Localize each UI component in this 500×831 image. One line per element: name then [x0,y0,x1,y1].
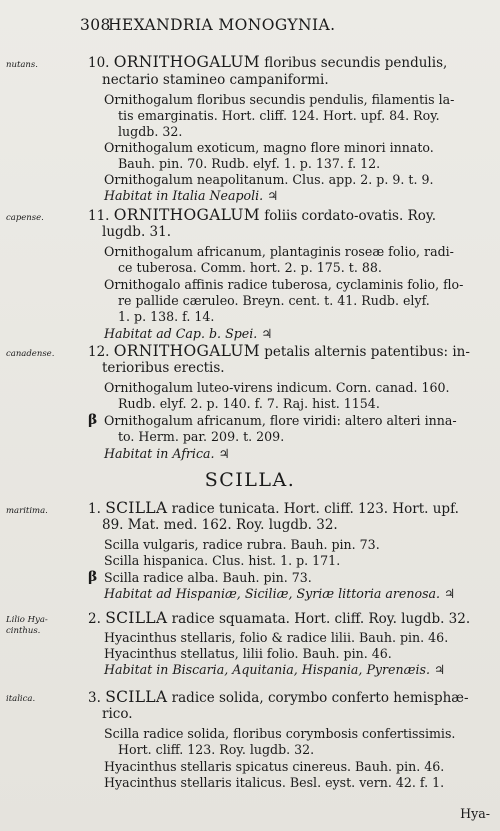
margin-epithet: Lilio Hya- cinthus. [6,615,48,636]
genus-name: SCILLA [105,688,168,706]
synonym-line: Bauh. pin. 70. Rudb. elyf. 1. p. 137. f. 12. [118,156,381,171]
synonym-line: Ornithogalo affinis radice tuberosa, cyclaminis folio, flo- [104,277,464,292]
species-diagnosis [88,609,490,628]
species-diagnosis [88,53,490,72]
synonym-line: to. Herm. par. 209. t. 209. [118,429,285,444]
species-number: 3. [88,690,101,706]
genus-name: ORNITHOGALUM [113,53,260,71]
synonym-line: Scilla radice alba. Bauh. pin. 73. [104,570,312,585]
margin-epithet: nutans. [6,60,38,70]
synonym-line: Hort. cliff. 123. Roy. lugdb. 32. [118,742,315,757]
diagnosis-continuation: lugdb. 31. [102,224,171,240]
synonym-line: re pallide cæruleo. Breyn. cent. t. 41. Rudb. elyf. [118,293,430,308]
diagnosis-continuation: rico. [102,706,133,722]
genus-name: ORNITHOGALUM [113,206,260,224]
margin-epithet: maritima. [6,506,48,516]
genus-name: SCILLA [105,609,168,627]
synonym-line: Scilla radice solida, floribus corymbosis confertissimis. [104,726,456,741]
genus-name: ORNITHOGALUM [113,342,260,360]
diagnosis-line: foliis cordato-ovatis. Roy. [264,208,436,224]
synonym-line: Hyacinthus stellaris italicus. Besl. eyst. vern. 42. f. 1. [104,775,445,790]
habitat-line: Habitat ad Hispaniæ, Siciliæ, Syriæ littoria arenosa. ♃ [104,586,456,601]
synonym-line: Rudb. elyf. 2. p. 140. f. 7. Raj. hist. 1154. [118,396,380,411]
variety-beta-mark: β [88,569,98,585]
diagnosis-continuation: nectario stamineo campaniformi. [102,72,329,88]
genus-name: SCILLA [105,499,168,517]
synonym-line: Ornithogalum exoticum, magno flore minori innato. [104,140,434,155]
variety-beta-mark: β [88,412,98,428]
synonym-line: Hyacinthus stellaris, folio & radice lilii. Bauh. pin. 46. [104,630,449,645]
synonym-line: Ornithogalum africanum, plantaginis roseæ folio, radi- [104,244,454,259]
diagnosis-line: radice tunicata. Hort. cliff. 123. Hort. upf. [171,501,459,517]
species-number: 11. [88,208,110,224]
species-number: 2. [88,611,101,627]
synonym-line: lugdb. 32. [118,124,183,139]
synonym-line: Scilla vulgaris, radice rubra. Bauh. pin. 73. [104,537,380,552]
species-number: 12. [88,344,110,360]
diagnosis-line: radice squamata. Hort. cliff. Roy. lugdb. 32. [171,611,471,627]
habitat-line: Habitat ad Cap. b. Spei. ♃ [104,326,273,341]
synonym-line: Ornithogalum neapolitanum. Clus. app. 2. p. 9. t. 9. [104,172,434,187]
synonym-line: 1. p. 138. f. 14. [118,309,215,324]
synonym-line: Ornithogalum luteo-virens indicum. Corn. canad. 160. [104,380,450,395]
synonym-line: Hyacinthus stellatus, lilii folio. Bauh. pin. 46. [104,646,392,661]
synonym-line: Scilla hispanica. Clus. hist. 1. p. 171. [104,553,341,568]
species-number: 10. [88,55,110,71]
diagnosis-line: floribus secundis pendulis, [264,55,448,71]
diagnosis-line: petalis alternis patentibus: in- [264,344,470,360]
habitat-line: Habitat in Biscaria, Aquitania, Hispania, Pyrenæis. ♃ [104,662,446,677]
margin-epithet: italica. [6,694,36,704]
species-number: 1. [88,501,101,517]
synonym-line: tis emarginatis. Hort. cliff. 124. Hort. upf. 84. Roy. [118,108,440,123]
page-header [80,16,492,38]
diagnosis-continuation: terioribus erectis. [102,360,225,376]
synonym-line: ce tuberosa. Comm. hort. 2. p. 175. t. 88. [118,260,382,275]
catchword: Hya- [460,806,490,821]
synonym-line: Ornithogalum floribus secundis pendulis, filamentis la- [104,92,455,107]
section-heading: SCILLA. [204,469,296,491]
habitat-line: Habitat in Italia Neapoli. ♃ [104,188,279,203]
synonym-line: Ornithogalum africanum, flore viridi: altero alteri inna- [104,413,457,428]
diagnosis-line: radice solida, corymbo conferto hemisphæ- [171,690,469,706]
habitat-line: Habitat in Africa. ♃ [104,446,230,461]
page-number: 308 [80,16,111,34]
synonym-line: Hyacinthus stellaris spicatus cinereus. Bauh. pin. 46. [104,759,445,774]
margin-epithet: capense. [6,213,44,223]
margin-epithet: canadense. [6,349,55,359]
diagnosis-continuation: 89. Mat. med. 162. Roy. lugdb. 32. [102,517,338,533]
running-title: HEXANDRIA MONOGYNIA. [108,16,336,34]
